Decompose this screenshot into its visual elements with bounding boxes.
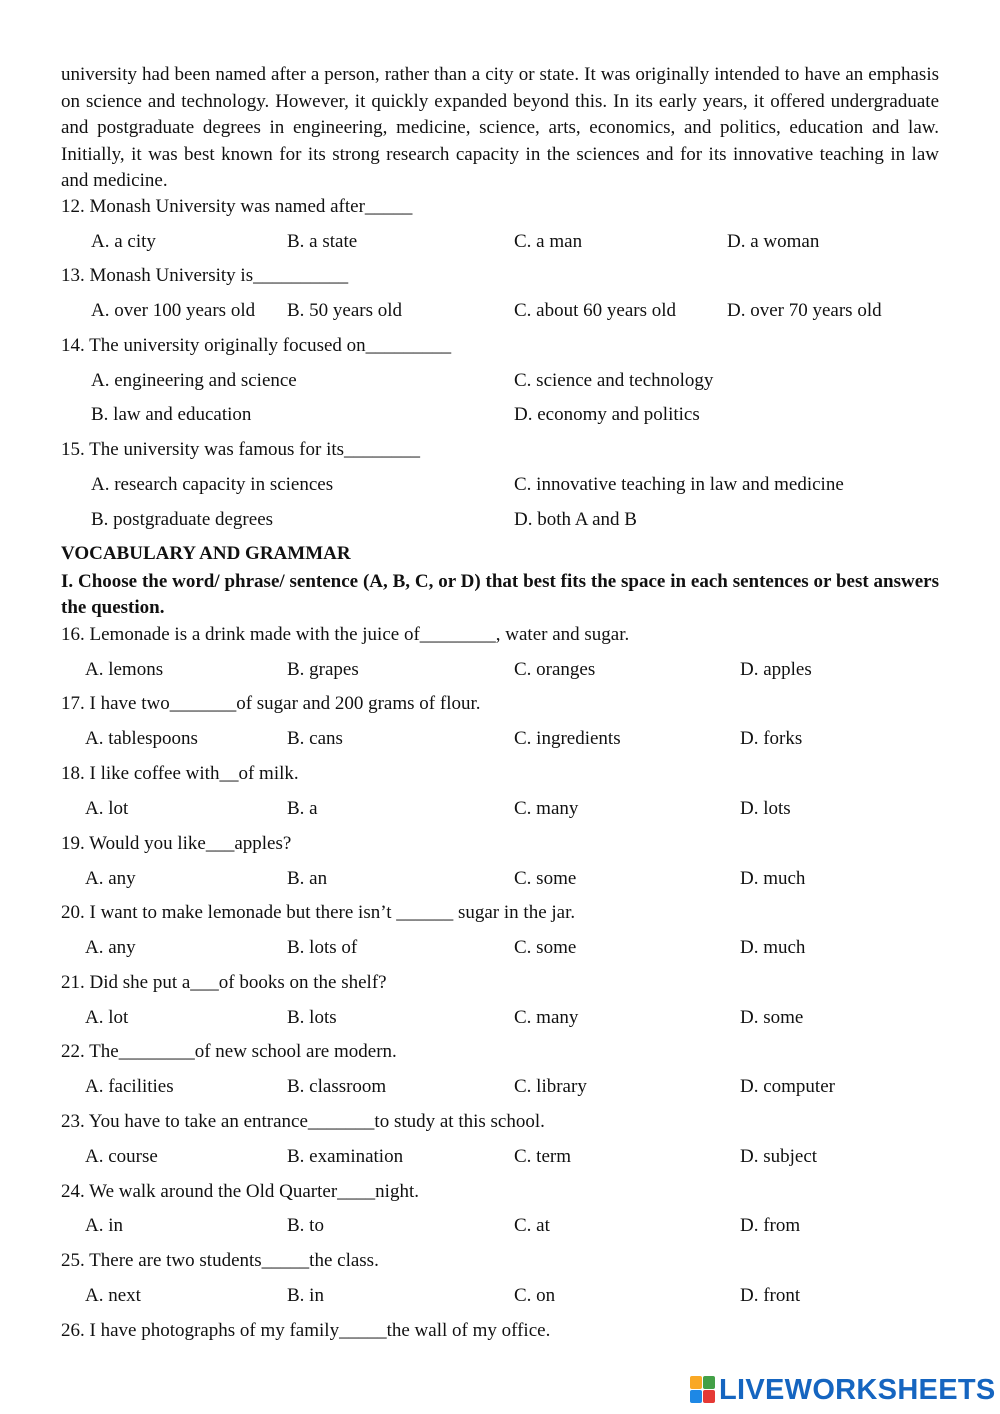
q22-option-d[interactable]: D. computer [740, 1076, 835, 1097]
question-25: 25. There are two students_____the class. [61, 1250, 379, 1271]
q12-option-b[interactable]: B. a state [287, 231, 358, 252]
q18-option-d[interactable]: D. lots [740, 798, 791, 819]
q16-option-c[interactable]: C. oranges [514, 659, 596, 680]
q18-option-a[interactable]: A. lot [85, 798, 129, 819]
q19-option-d[interactable]: D. much [740, 868, 806, 889]
section-instruction: I. Choose the word/ phrase/ sentence (A, B, C, or D) that best fits the space in each sentences or best answers the question. [61, 571, 939, 618]
q23-option-a[interactable]: A. course [85, 1146, 158, 1167]
question-24: 24. We walk around the Old Quarter____night. [61, 1181, 419, 1202]
q18-option-c[interactable]: C. many [514, 798, 579, 819]
question-12: 12. Monash University was named after_____ [61, 196, 413, 217]
q12-option-c[interactable]: C. a man [514, 231, 583, 252]
reading-passage: university had been named after a person, rather than a city or state. It was originally intended to have an emphasis on science and technology. However, it quickly expanded beyond this. In its early years, it offered undergraduate and postgraduate degrees in engineering, medicine, science, arts, economics, and politics, education and law. Initially, it was best known for its strong research capacity in the sciences and for its innovative teaching in law and medicine. [61, 64, 939, 192]
q16-option-a[interactable]: A. lemons [85, 659, 164, 680]
question-14: 14. The university originally focused on_________ [61, 335, 452, 356]
q24-option-b[interactable]: B. to [287, 1215, 324, 1236]
q24-option-d[interactable]: D. from [740, 1215, 801, 1236]
q22-option-b[interactable]: B. classroom [287, 1076, 387, 1097]
q21-option-a[interactable]: A. lot [85, 1007, 129, 1028]
q16-option-b[interactable]: B. grapes [287, 659, 359, 680]
q16-option-d[interactable]: D. apples [740, 659, 812, 680]
q25-option-c[interactable]: C. on [514, 1285, 556, 1306]
q12-option-d[interactable]: D. a woman [727, 231, 820, 252]
q20-option-d[interactable]: D. much [740, 937, 806, 958]
q14-option-d[interactable]: D. economy and politics [514, 404, 700, 425]
q15-option-c[interactable]: C. innovative teaching in law and medicine [514, 474, 844, 495]
q23-option-c[interactable]: C. term [514, 1146, 571, 1167]
question-21: 21. Did she put a___of books on the shelf? [61, 972, 387, 993]
q23-option-d[interactable]: D. subject [740, 1146, 818, 1167]
q18-option-b[interactable]: B. a [287, 798, 318, 819]
q21-option-d[interactable]: D. some [740, 1007, 804, 1028]
q15-option-b[interactable]: B. postgraduate degrees [91, 509, 274, 530]
question-23: 23. You have to take an entrance_______to study at this school. [61, 1111, 545, 1132]
q20-option-a[interactable]: A. any [85, 937, 136, 958]
q13-option-d[interactable]: D. over 70 years old [727, 300, 882, 321]
question-20: 20. I want to make lemonade but there isn’t ______ sugar in the jar. [61, 902, 576, 923]
liveworksheets-logo-icon [690, 1376, 716, 1404]
q14-option-c[interactable]: C. science and technology [514, 370, 714, 391]
q14-option-b[interactable]: B. law and education [91, 404, 252, 425]
q24-option-c[interactable]: C. at [514, 1215, 550, 1236]
q19-option-b[interactable]: B. an [287, 868, 328, 889]
q25-option-b[interactable]: B. in [287, 1285, 324, 1306]
liveworksheets-logo [690, 1374, 996, 1406]
q22-option-c[interactable]: C. library [514, 1076, 587, 1097]
brand-name: LIVEWORKSHEETS [719, 1373, 996, 1406]
q25-option-a[interactable]: A. next [85, 1285, 141, 1306]
question-18: 18. I like coffee with__of milk. [61, 763, 299, 784]
q20-option-b[interactable]: B. lots of [287, 937, 358, 958]
question-13: 13. Monash University is__________ [61, 265, 349, 286]
question-22: 22. The________of new school are modern. [61, 1041, 397, 1062]
q17-option-d[interactable]: D. forks [740, 728, 803, 749]
question-16: 16. Lemonade is a drink made with the juice of________, water and sugar. [61, 624, 630, 645]
q13-option-b[interactable]: B. 50 years old [287, 300, 403, 321]
q19-option-a[interactable]: A. any [85, 868, 136, 889]
q17-option-a[interactable]: A. tablespoons [85, 728, 198, 749]
q12-option-a[interactable]: A. a city [91, 231, 156, 252]
q21-option-b[interactable]: B. lots [287, 1007, 337, 1028]
question-19: 19. Would you like___apples? [61, 833, 292, 854]
question-17: 17. I have two_______of sugar and 200 grams of flour. [61, 693, 481, 714]
q25-option-d[interactable]: D. front [740, 1285, 801, 1306]
question-26: 26. I have photographs of my family_____the wall of my office. [61, 1320, 551, 1341]
q15-option-d[interactable]: D. both A and B [514, 509, 637, 530]
q21-option-c[interactable]: C. many [514, 1007, 579, 1028]
q20-option-c[interactable]: C. some [514, 937, 577, 958]
q19-option-c[interactable]: C. some [514, 868, 577, 889]
question-15: 15. The university was famous for its________ [61, 439, 421, 460]
q14-option-a[interactable]: A. engineering and science [91, 370, 297, 391]
q13-option-a[interactable]: A. over 100 years old [91, 300, 256, 321]
q22-option-a[interactable]: A. facilities [85, 1076, 174, 1097]
q17-option-c[interactable]: C. ingredients [514, 728, 621, 749]
q17-option-b[interactable]: B. cans [287, 728, 343, 749]
q13-option-c[interactable]: C. about 60 years old [514, 300, 677, 321]
q15-option-a[interactable]: A. research capacity in sciences [91, 474, 334, 495]
q23-option-b[interactable]: B. examination [287, 1146, 404, 1167]
q24-option-a[interactable]: A. in [85, 1215, 123, 1236]
section-title: VOCABULARY AND GRAMMAR [61, 543, 351, 564]
